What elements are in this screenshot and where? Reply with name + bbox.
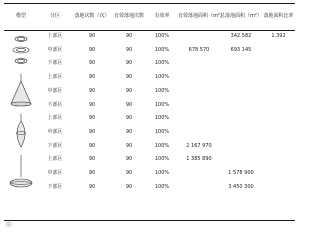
- table-row: [4, 98, 295, 112]
- total-area-cell: 342 582: [230, 33, 252, 40]
- header-effective-area: 有效落地面积（m²）: [178, 13, 225, 20]
- total-area-cell: [220, 126, 262, 140]
- effective-count-cell: 90: [125, 128, 133, 135]
- table-row: [4, 126, 295, 140]
- effective-count-cell: 90: [125, 101, 133, 108]
- effective-area-cell: [178, 85, 220, 99]
- table-note: 注：: [6, 222, 17, 228]
- effective-rate-cell: 100%: [154, 87, 170, 94]
- effective-rate-cell: 100%: [154, 183, 170, 190]
- effective-rate-cell: 100%: [154, 46, 170, 53]
- effective-rate-cell: 100%: [154, 33, 170, 40]
- zone-cell: 中部区: [47, 169, 63, 176]
- zone-cell: 上部区: [47, 115, 63, 122]
- effective-area-cell: 678 570: [188, 46, 210, 53]
- table-row: [4, 153, 295, 167]
- header-total-area: 总落地面积（m²）: [220, 13, 262, 20]
- zone-cell: 下部区: [47, 183, 63, 190]
- model-1-figure: [4, 30, 38, 71]
- area-ratio-cell: [262, 167, 295, 181]
- area-ratio-cell: [262, 112, 295, 126]
- table-row: [4, 140, 295, 154]
- zone-cell: 下部区: [47, 101, 63, 108]
- effective-area-cell: [178, 112, 220, 126]
- effective-rate-cell: 100%: [154, 60, 170, 67]
- total-area-cell: [220, 112, 262, 126]
- zone-cell: 下部区: [47, 142, 63, 149]
- table-row: [4, 181, 295, 195]
- concentric-rings-icon: [4, 30, 38, 71]
- landing-count-cell: 90: [88, 60, 96, 67]
- total-area-cell: [220, 98, 262, 112]
- landing-count-cell: 90: [88, 115, 96, 122]
- effective-rate-cell: 100%: [154, 156, 170, 163]
- area-ratio-cell: [262, 153, 295, 167]
- effective-area-cell: [178, 167, 220, 181]
- effective-rate-cell: 100%: [154, 74, 170, 81]
- effective-count-cell: 90: [125, 142, 133, 149]
- table-row: [4, 30, 295, 44]
- zone-cell: 中部区: [47, 128, 63, 135]
- zone-cell: 下部区: [47, 60, 63, 67]
- zone-cell: 上部区: [47, 74, 63, 81]
- header-landing-count: 落地次数（次）: [74, 13, 110, 20]
- effective-count-cell: 90: [125, 156, 133, 163]
- landing-count-cell: 90: [88, 183, 96, 190]
- area-ratio-cell: [262, 140, 295, 154]
- total-area-cell: 3 450 300: [228, 183, 254, 190]
- effective-rate-cell: 100%: [154, 128, 170, 135]
- table-row: [4, 57, 295, 71]
- total-area-cell: [220, 140, 262, 154]
- effective-count-cell: 90: [125, 169, 133, 176]
- effective-area-cell: 2 167 970: [186, 142, 212, 149]
- total-area-cell: 1 578 900: [228, 169, 254, 176]
- effective-count-cell: 90: [125, 60, 133, 67]
- effective-area-cell: [178, 30, 220, 44]
- effective-area-cell: [178, 57, 220, 71]
- zone-cell: 中部区: [47, 46, 63, 53]
- total-area-cell: [220, 153, 262, 167]
- table-row: [4, 85, 295, 99]
- total-area-cell: [220, 57, 262, 71]
- effective-count-cell: 90: [125, 74, 133, 81]
- effective-rate-cell: 100%: [154, 142, 170, 149]
- header-zone: 分区: [49, 13, 60, 20]
- effective-rate-cell: 100%: [154, 101, 170, 108]
- landing-count-cell: 90: [88, 169, 96, 176]
- total-area-cell: [220, 71, 262, 85]
- total-area-cell: [220, 85, 262, 99]
- zone-cell: 上部区: [47, 33, 63, 40]
- zone-cell: 中部区: [47, 87, 63, 94]
- table-row: [4, 167, 295, 181]
- effective-count-cell: 90: [125, 87, 133, 94]
- effective-area-cell: [178, 71, 220, 85]
- effective-count-cell: 90: [125, 46, 133, 53]
- effective-count-cell: 90: [125, 183, 133, 190]
- effective-rate-cell: 100%: [154, 169, 170, 176]
- effective-area-cell: 1 385 890: [186, 156, 212, 163]
- area-ratio-cell: [262, 126, 295, 140]
- header-effective-count: 有效落地次数: [113, 13, 144, 20]
- zone-cell: 上部区: [47, 156, 63, 163]
- landing-count-cell: 90: [88, 128, 96, 135]
- header-area-ratio: 落地面积比率: [263, 13, 294, 20]
- effective-count-cell: 90: [125, 33, 133, 40]
- landing-count-cell: 90: [88, 87, 96, 94]
- effective-rate-cell: 100%: [154, 115, 170, 122]
- table-row: [4, 71, 295, 85]
- area-ratio-cell: [262, 44, 295, 58]
- spindle-icon: [4, 112, 38, 153]
- landing-count-cell: 90: [88, 46, 96, 53]
- table-row: [4, 44, 295, 58]
- table-row: [4, 112, 295, 126]
- cone-icon: [4, 71, 38, 112]
- landing-count-cell: 90: [88, 33, 96, 40]
- area-ratio-cell: 1.392: [271, 33, 286, 40]
- area-ratio-cell: [262, 57, 295, 71]
- model-2-figure: [4, 71, 38, 112]
- area-ratio-cell: [262, 85, 295, 99]
- landing-count-cell: 90: [88, 101, 96, 108]
- area-ratio-cell: [262, 98, 295, 112]
- effective-area-cell: [178, 98, 220, 112]
- table-header-row: [4, 4, 295, 30]
- landing-count-cell: 90: [88, 142, 96, 149]
- model-3-figure: [4, 112, 38, 153]
- total-area-cell: 693 145: [230, 46, 252, 53]
- effective-count-cell: 90: [125, 115, 133, 122]
- effective-area-cell: [178, 181, 220, 195]
- model-4-figure: [4, 153, 38, 194]
- header-model: 模型: [15, 13, 26, 20]
- landing-count-cell: 90: [88, 74, 96, 81]
- area-ratio-cell: [262, 71, 295, 85]
- effective-area-cell: [178, 126, 220, 140]
- data-table: [4, 4, 295, 194]
- area-ratio-cell: [262, 181, 295, 195]
- header-effective-rate: 有效率: [154, 13, 170, 20]
- landing-count-cell: 90: [88, 156, 96, 163]
- disc-stem-icon: [4, 153, 38, 194]
